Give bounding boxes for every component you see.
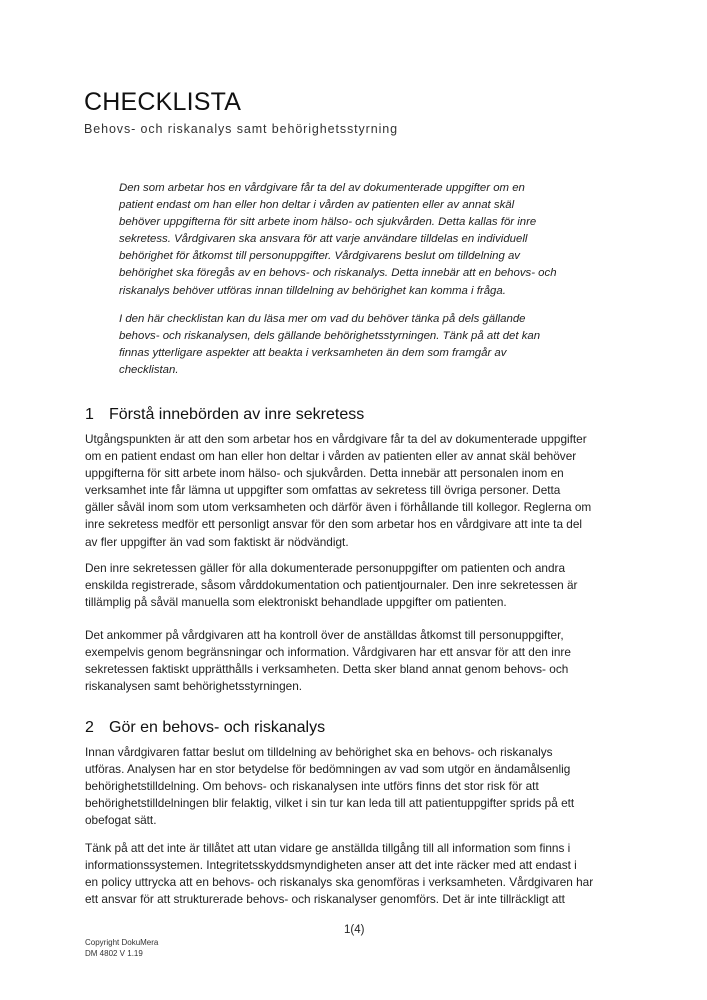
text-line: sekretessen faktiskt upprätthålls i verksamheten. Detta sker bland annat genom behovs- och (85, 662, 569, 677)
text-line: en policy uttrycka att en behovs- och riskanalys ska genomföras i verksamheten. Vårdgivaren har (85, 875, 594, 890)
text-line: exempelvis genom begränsningar och information. Vårdgivaren har ett ansvar för att den inre (85, 645, 571, 660)
section-number: 2 (85, 719, 94, 736)
copyright-text: Copyright DokuMera (85, 938, 159, 947)
text-line: Innan vårdgivaren fattar beslut om tilldelning av behörighet ska en behovs- och riskanalys (85, 745, 553, 759)
text-line: Det ankommer på vårdgivaren att ha kontroll över de anställdas åtkomst till personuppgifter, (85, 628, 564, 642)
text-line: Utgångspunkten är att den som arbetar hos en vårdgivare får ta del av dokumenterade uppgifter (85, 432, 587, 446)
text-line: behörighetstilldelningen blir felaktig, vilket i sin tur kan leda till att patientuppgifter sprids på ett (85, 796, 575, 811)
text-line: checklistan. (119, 364, 179, 377)
intro-paragraph-2 (119, 311, 619, 379)
section-title: Förstå innebörden av inre sekretess (109, 406, 365, 423)
text-line: patient endast om han eller hon deltar i vården av patienten eller av annat skäl (119, 199, 515, 212)
section-1-paragraph-2 (85, 560, 625, 611)
text-line: verksamhet inte får lämna ut uppgifter som omfattas av sekretess till övriga personer. Detta (85, 483, 561, 498)
text-line: finnas ytterligare aspekter att beakta i verksamheten än dem som framgår av (119, 347, 507, 360)
text-line: inre sekretess medför ett personligt ansvar för den som arbetar hos en vårdgivare att inte ta del (85, 517, 583, 532)
text-line: informationssystemen. Integritetsskyddsmyndigheten anser att det inte räcker med att endast i (85, 858, 577, 873)
text-line: obefogat sätt. (85, 813, 157, 828)
text-line: I den här checklistan kan du läsa mer om vad du behöver tänka på dels gällande (119, 313, 526, 325)
footer (85, 937, 158, 959)
document-title: CHECKLISTA (84, 88, 242, 116)
text-line: enskilda registrerade, såsom vårddokumentation och patientjournaler. Den inre sekretessen är (85, 578, 578, 593)
section-number: 1 (85, 406, 94, 423)
document-subtitle: Behovs- och riskanalys samt behörighetsstyrning (84, 122, 398, 136)
text-line: ett ansvar för att strukturerade behovs- och riskanalyser genomförs. Det är inte tillräckligt att (85, 892, 565, 907)
text-line: riskanalysen samt behörighetsstyrningen. (85, 679, 303, 694)
text-line: av fler uppgifter än vad som faktiskt är nödvändigt. (85, 534, 349, 549)
section-2-heading (85, 719, 325, 737)
text-line: behöver uppgifterna för sitt arbete inom hälso- och sjukvården. Detta kallas för inre (119, 216, 537, 229)
section-1-paragraph-3 (85, 627, 625, 695)
section-1-paragraph-1 (85, 431, 625, 551)
text-line: riskanalys behöver utföras innan tilldelning av behörighet kan komma i fråga. (119, 284, 506, 297)
text-line: Tänk på att det inte är tillåtet att utan vidare ge anställda tillgång till all information som finns i (85, 841, 571, 855)
text-line: utföras. Analysen har en stor betydelse för bedömningen av vad som utgör en ändamålsenlig (85, 762, 571, 777)
text-line: sekretess. Vårdgivaren ska ansvara för att varje användare tilldelas en individuell (119, 233, 528, 246)
page-number: 1(4) (344, 924, 365, 936)
text-line: behovs- och riskanalysen, dels gällande behörighetsstyrningen. Tänk på att det kan (119, 330, 541, 343)
section-1-heading (85, 406, 364, 424)
text-line: behörighet för åtkomst till personuppgifter. Vårdgivarens beslut om tilldelning av (119, 250, 520, 263)
text-line: Den som arbetar hos en vårdgivare får ta del av dokumenterade uppgifter om en (119, 182, 525, 194)
section-title: Gör en behovs- och riskanalys (109, 719, 326, 736)
text-line: behörighetstilldelning. Om behovs- och riskanalysen inte utförs finns det stor risk för att (85, 779, 539, 794)
text-line: gäller såväl inom som utom verksamheten och därför även i förhållande till kollegor. Reglerna om (85, 500, 592, 515)
text-line: Den inre sekretessen gäller för alla dokumenterade personuppgifter om patienten och andra (85, 561, 566, 575)
document-id: DM 4802 V 1.19 (85, 949, 143, 958)
text-line: behörighet ska föregås av en behovs- och riskanalys. Detta innebär att en behovs- och (119, 267, 557, 280)
intro-paragraph-1 (119, 180, 619, 300)
section-2-paragraph-2 (85, 840, 625, 908)
text-line: tillämplig på såväl manuella som elektroniskt behandlade uppgifter om patienten. (85, 595, 507, 610)
section-2-paragraph-1 (85, 744, 625, 829)
text-line: uppgifterna för sitt arbete inom hälso- och sjukvården. Detta innebär att personalen inom en (85, 466, 564, 481)
text-line: om en patient endast om han eller hon deltar i vården av patienten eller av annat skäl behöver (85, 449, 577, 464)
